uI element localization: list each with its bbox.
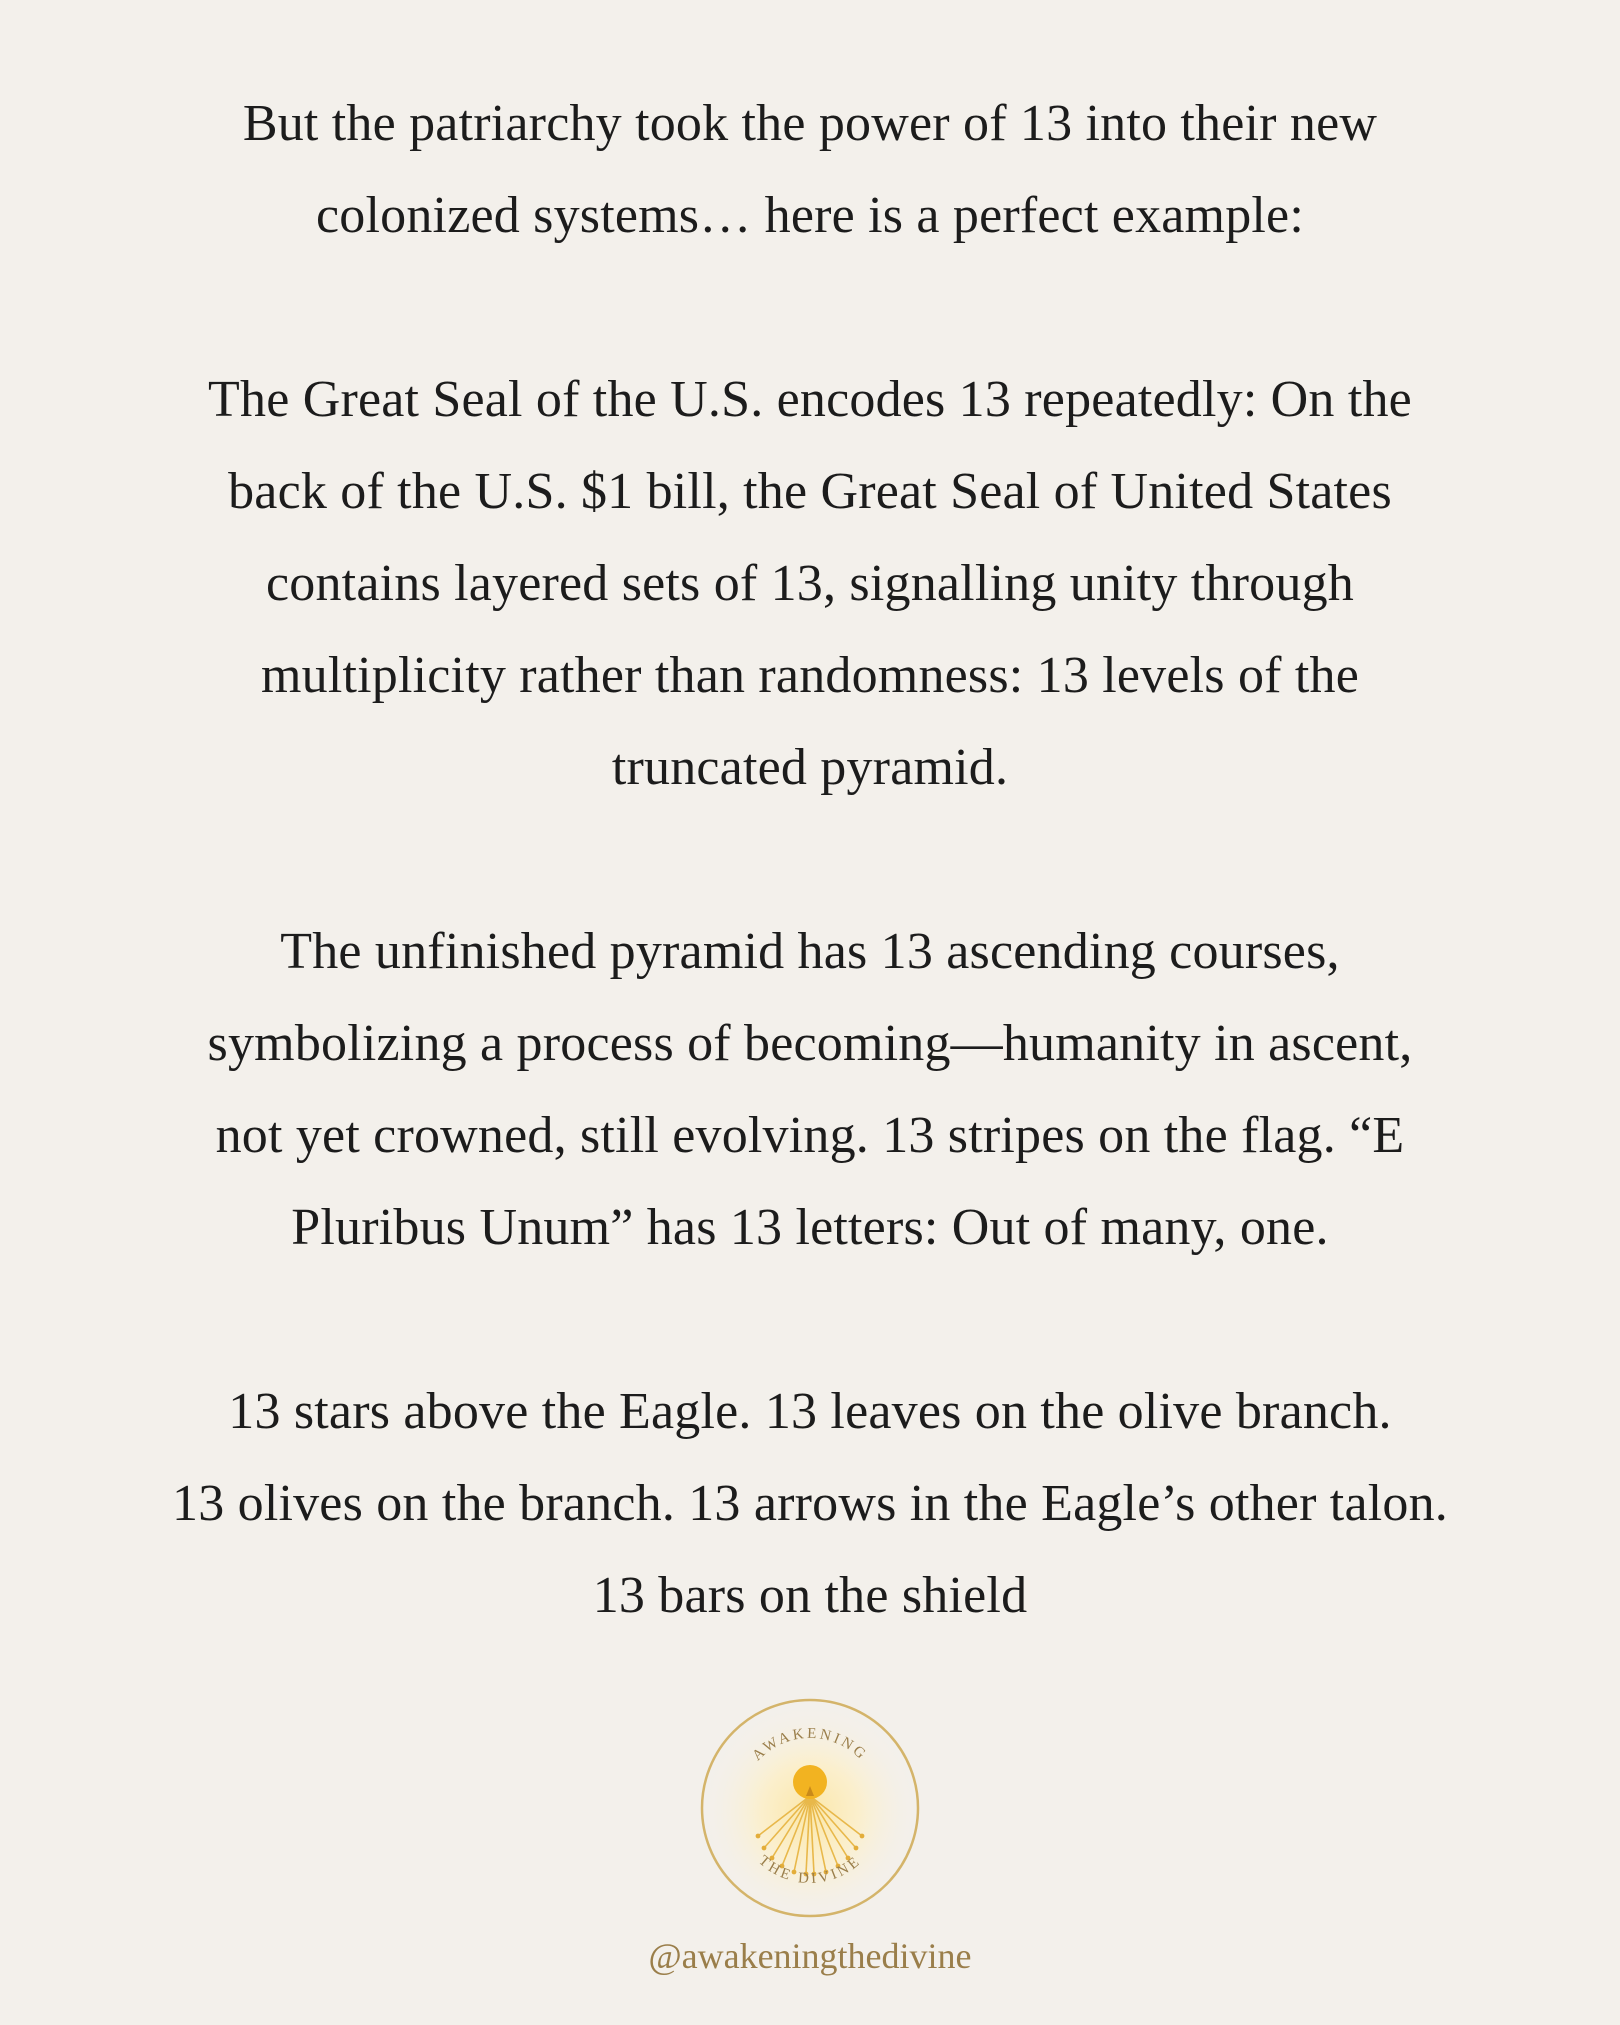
paragraph-great-seal <box>50 354 1570 814</box>
text-line: back of the U.S. $1 bill, the Great Seal of United States <box>228 463 1392 520</box>
paragraph-intro <box>50 78 1570 262</box>
text-line: 13 bars on the shield <box>592 1567 1028 1624</box>
text-line: Pluribus Unum” has 13 letters: Out of many, one. <box>291 1199 1329 1256</box>
awakening-the-divine-logo <box>698 1696 922 1920</box>
text-line: The Great Seal of the U.S. encodes 13 repeatedly: On the <box>208 371 1412 428</box>
paragraph-eagle <box>50 1366 1570 1642</box>
paragraph-pyramid <box>50 906 1570 1274</box>
text-line: 13 stars above the Eagle. 13 leaves on the olive branch. <box>228 1383 1392 1440</box>
text-line: But the patriarchy took the power of 13 into their new <box>242 95 1378 152</box>
logo-top-text: AWAKENING <box>749 1725 871 1765</box>
social-handle: @awakeningthedivine <box>648 1936 972 1976</box>
post-body <box>0 78 1620 1734</box>
sun-logo-icon <box>698 1696 922 1920</box>
text-line: 13 olives on the branch. 13 arrows in the Eagle’s other talon. <box>172 1475 1448 1532</box>
text-line: truncated pyramid. <box>611 739 1009 796</box>
text-line: contains layered sets of 13, signalling unity through <box>266 555 1354 612</box>
text-line: symbolizing a process of becoming—humanity in ascent, <box>207 1015 1413 1072</box>
text-line: colonized systems… here is a perfect example: <box>316 187 1304 244</box>
text-line: multiplicity rather than randomness: 13 levels of the <box>260 647 1359 704</box>
text-line: not yet crowned, still evolving. 13 stripes on the flag. “E <box>215 1107 1405 1164</box>
text-line: The unfinished pyramid has 13 ascending courses, <box>280 923 1340 980</box>
logo-bottom-text: THE DIVINE <box>755 1852 865 1888</box>
